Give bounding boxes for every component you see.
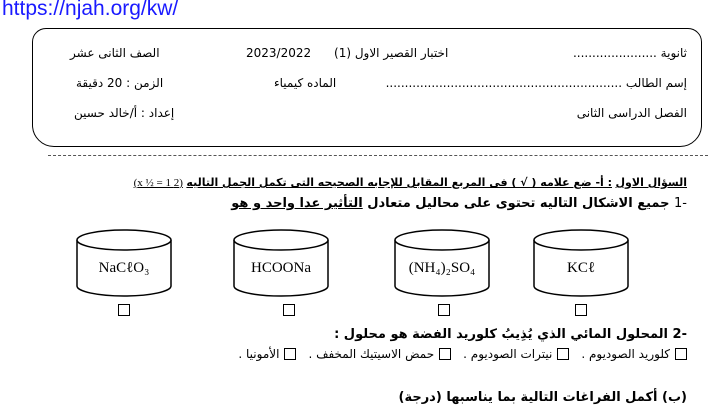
item2-option-2[interactable] (463, 347, 569, 361)
cylinder-option-4 (532, 228, 630, 298)
question1-title: السؤال الاول (615, 176, 687, 189)
option-text: كلوريد الصوديوم . (581, 347, 670, 361)
cylinder-option-3 (393, 228, 491, 298)
option-label: KCℓ (566, 260, 596, 276)
checkbox-option-3[interactable] (438, 304, 450, 316)
instruction-a: : أ- ضع علامه ( √ ) فى المربع المقابل للإجابه الصحيحه التى تكمل الجمل التاليه (186, 176, 613, 189)
option-label: HCOONa (251, 260, 311, 276)
checkbox-option-2[interactable] (283, 304, 295, 316)
student-name-field: إسم الطالب .............................................................. (385, 76, 687, 90)
item2-number: -2 (672, 327, 687, 342)
part-b-heading: (ب) أكمل الفراغات التالية بما يناسبها (درجة) (398, 390, 687, 405)
cylinder-option-1 (75, 228, 173, 298)
item1-number: -1 (674, 196, 687, 211)
checkbox[interactable] (557, 348, 569, 360)
option-text: الأمونيا . (238, 347, 280, 361)
option-label: (NH₄)₂SO₄ (408, 260, 476, 276)
exam-title: اختبار القصير الاول (1) (334, 46, 449, 60)
item1-text: جميع الاشكال التاليه تحتوى على محاليل متعادل (367, 196, 670, 211)
item2-option-4[interactable] (238, 347, 296, 361)
checkbox[interactable] (439, 348, 451, 360)
watermark-url: https://njah.org/kw/ (2, 0, 179, 20)
divider (48, 155, 708, 156)
question1-instruction (134, 176, 687, 189)
school-field: ثانوية ...................... (572, 46, 687, 60)
cylinder-option-2 (232, 228, 330, 298)
option-text: نيترات الصوديوم . (463, 347, 553, 361)
item2-option-3[interactable] (308, 347, 451, 361)
checkbox-option-1[interactable] (118, 304, 130, 316)
subject-label: الماده كيمياء (274, 76, 337, 90)
option-text: حمض الاسيتيك المخفف . (308, 347, 435, 361)
item2-options (230, 347, 687, 361)
marks-label: (2 x ½ = 1) (133, 177, 183, 189)
checkbox[interactable] (675, 348, 687, 360)
time-label: الزمن : 20 دقيقة (76, 76, 164, 90)
item1-text-underlined: التأثير عدا واحد و هو (231, 196, 363, 211)
semester-label: الفصل الدراسى الثانى (576, 106, 687, 120)
prepared-by-label: إعداد : أ/خالد حسين (74, 106, 175, 120)
year-label: 2023/2022 (246, 46, 312, 60)
item2-question (334, 327, 687, 342)
option-label: NaCℓO₃ (98, 260, 150, 276)
grade-label: الصف الثانى عشر (70, 46, 160, 60)
item2-text: المحلول المائي الذي يُذِيبُ كلوريد الفضة هو محلول : (334, 327, 669, 342)
checkbox[interactable] (284, 348, 296, 360)
item2-option-1[interactable] (581, 347, 687, 361)
checkbox-option-4[interactable] (575, 304, 587, 316)
item1-question (231, 196, 687, 211)
